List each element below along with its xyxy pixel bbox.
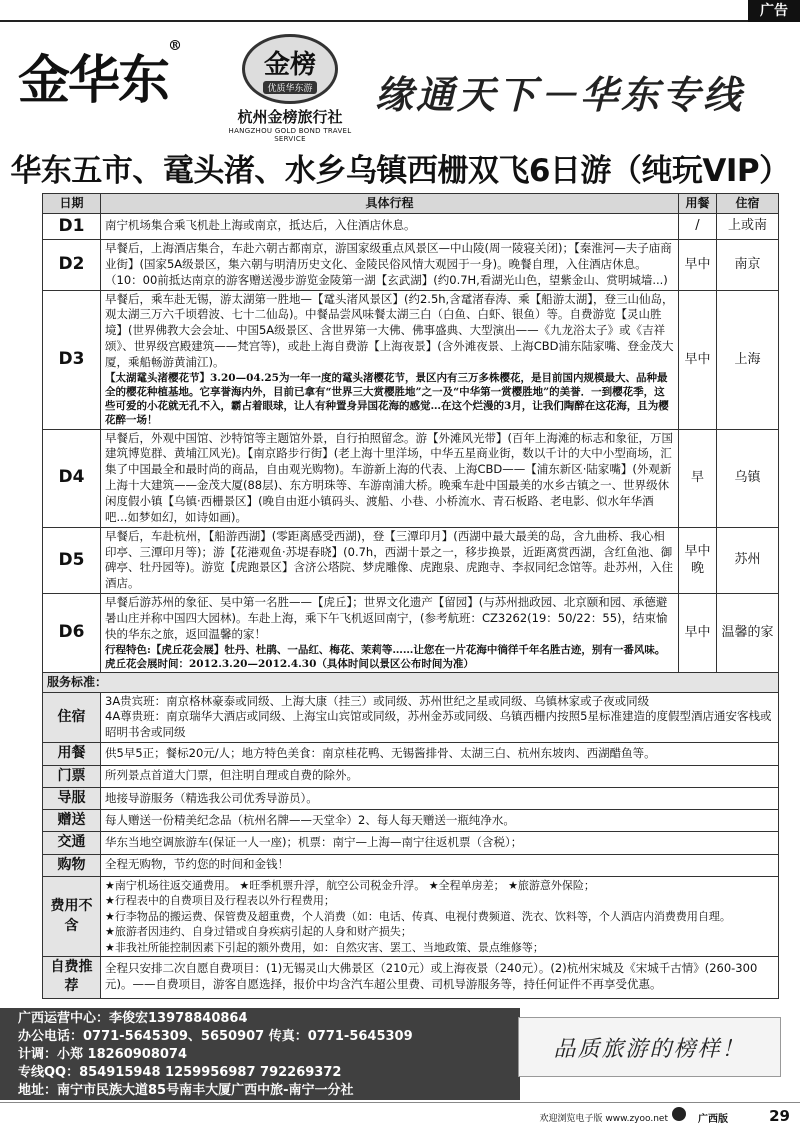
service-label: 自费推荐 (43, 957, 101, 999)
service-line: ★旅游者因违约、自身过错或自身疾病引起的人身和财产损失； (105, 925, 412, 939)
day-itinerary: 早餐后，乘车赴无锡，游太湖第一胜地—【鼋头渚风景区】(约2.5h,含鼋渚春涛、乘【船游太湖】，登三山仙岛，观太湖三万六千顷碧波、七十二仙岛)。中餐品尝风味餐太湖三白（白鱼、白虾、银鱼）等。自费游览【灵山胜境】(世界佛教大会会址、中国5A级景区、含世界第一大佛、佛事盛典、大型演出——《九龙浴太子》或《吉祥颂》、世界级宫殿建筑——梵宫等)，或赴上海自费游【上海夜景】(含外滩夜景、上海CBD浦东陆家嘴、登金茂大厦，乘船畅游黄浦江)。 (105, 291, 674, 370)
header-itinerary: 具体行程 (101, 194, 679, 214)
service-row (43, 743, 779, 765)
service-line: ★南宁机场往返交通费用。 ★旺季机票升浮，航空公司税金升浮。 ★全程单房差； ★旅游意外保险； (105, 879, 595, 893)
agency-emblem-text: 金榜 (263, 50, 316, 80)
contact-line: 办公电话：0771-5645309、5650907 传真：0771-5645309 (18, 1029, 413, 1044)
brand-logo (18, 38, 180, 113)
contact-line: 广西运营中心：李俊宏13978840864 (18, 1011, 248, 1026)
quality-badge: 品质旅游的榜样！ (518, 1017, 781, 1077)
day-meal: / (679, 213, 717, 239)
day-meal: 早中 (679, 240, 717, 291)
day-stay: 温馨的家 (717, 594, 779, 673)
service-row (43, 692, 779, 743)
footer-edition: 广西版 (698, 1114, 728, 1125)
table-row (43, 429, 779, 527)
day-stay: 上或南 (717, 213, 779, 239)
day-meal: 早中 (679, 290, 717, 429)
service-line: 供5早5正；餐标20元/人；地方特色美食：南京桂花鸭、无锡酱排骨、太湖三白、杭州东坡肉、西湖醋鱼等。 (101, 743, 779, 765)
day-stay: 乌镇 (717, 429, 779, 527)
table-row (43, 213, 779, 239)
service-row (43, 957, 779, 999)
day-stay: 南京 (717, 240, 779, 291)
day-itinerary-cell (101, 594, 679, 673)
footer (0, 1102, 800, 1127)
service-label: 购物 (43, 854, 101, 876)
day-stay: 苏州 (717, 527, 779, 593)
day-note: 行程特色:【虎丘花会展】牡丹、杜鹃、一品红、梅花、茉莉等……让您在一片花海中徜徉千年名胜古迹，别有一番风味。 虎丘花会展时间：2012.3.20—2012.4.30（具体时间以景区公布时间为准） (105, 643, 666, 670)
day-label: D6 (43, 594, 101, 673)
day-label: D3 (43, 290, 101, 429)
service-label: 住宿 (43, 692, 101, 743)
service-line: ★行程表中的自费项目及行程表以外行程费用； (105, 894, 335, 908)
service-label: 赠送 (43, 810, 101, 832)
service-line: 全程无购物，节约您的时间和金钱！ (101, 854, 779, 876)
service-line: 3A贵宾班：南京格林豪泰或同级、上海大康（挂三）或同级、苏州世纪之星或同级、乌镇林家或子夜或同级 (105, 693, 650, 708)
header-meal: 用餐 (679, 194, 717, 214)
service-title: 服务标准： (43, 673, 779, 693)
service-line: 每人赠送一份精美纪念品（杭州名牌——天堂伞）2、每人每天赠送一瓶纯净水。 (101, 810, 779, 832)
service-line: 华东当地空调旅游车(保证一人一座)；机票：南宁—上海—南宁往返机票（含税）； (101, 832, 779, 854)
service-content (101, 877, 779, 957)
service-row (43, 787, 779, 809)
itinerary-table (42, 193, 779, 999)
top-bar (0, 0, 800, 22)
registered-mark: ® (168, 38, 181, 54)
contact-line: 计调：小郑 18260908074 (18, 1047, 188, 1062)
logo-icon (672, 1107, 686, 1121)
day-itinerary: 早餐后，外观中国馆、沙特馆等主题馆外景，自行拍照留念。游【外滩风光带】(百年上海滩的标志和象征，万国建筑博览群、黄埔江风光)。【南京路步行街】(老上海十里洋场，中华五星商业街，数以千计的大中小型商场，汇集了中国最全和最时尚的商品，自由观光购物)。车游新上海的代表、上海CBD——【浦东新区·陆家嘴】(外观新上海十大建筑——金茂大厦(88层)、东方明珠等、车游南浦大桥。晚乘车赴中国最美的水乡古镇之一、世界级休闲度假小镇【乌镇·西栅景区】(晚自由逛小镇码头、渡船、小巷、小桥流水、青石板路、老电影、似水年华酒吧...如梦如幻，如诗如画)。 (101, 429, 679, 527)
contact-line: 地址：南宁市民族大道85号南丰大厦广西中旅-南宁一分社 (18, 1083, 354, 1098)
service-content (101, 692, 779, 743)
table-row (43, 290, 779, 429)
service-line: 所列景点首道大门票，但注明自理或自费的除外。 (101, 765, 779, 787)
day-note: 【太湖鼋头渚樱花节】3.20—04.25为一年一度的鼋头渚樱花节，景区内有三万多株樱花，是目前国内规模最大、品种最全的樱花种植基地。它享誉海内外，目前已拿有“世界三大赏樱胜地”之一及“中华第一赏樱胜地”的美誉．一到樱花季，这些可爱的小花就无孔不入，霸占着眼球，让人有种置身异国花海的感觉…在这个烂漫的3月，让我们陶醉在这花海，且为樱花醉一场！ (105, 371, 669, 427)
agency-motto: 优质华东游 (263, 81, 316, 94)
service-label: 用餐 (43, 743, 101, 765)
ad-tag: 广告 (748, 0, 800, 22)
day-itinerary: 早餐后，车赴杭州，【船游西湖】(零距离感受西湖)，登【三潭印月】(西湖中最大最美的岛，含九曲桥、我心相印亭、三潭印月等)；游【花港观鱼·苏堤春晓】(0.7h，西湖十景之一，移步换景，近距离赏西湖，含红鱼池、御碑亭、牡丹园等)。游览【虎跑景区】含济公塔院、梦虎雕像、虎跑泉、虎跑寺、李叔同纪念馆等。赴苏州，入住酒店。 (101, 527, 679, 593)
service-line: 地接导游服务（精选我公司优秀导游员）。 (101, 787, 779, 809)
service-row (43, 877, 779, 957)
header (0, 26, 800, 143)
day-label: D1 (43, 213, 101, 239)
day-stay: 上海 (717, 290, 779, 429)
day-label: D5 (43, 527, 101, 593)
agency-logo (215, 34, 365, 143)
page-number: 29 (769, 1107, 790, 1125)
table-row (43, 240, 779, 291)
service-line: 全程只安排二次自愿自费项目：(1)无锡灵山大佛景区（210元）或上海夜景（240元）。(2)杭州宋城及《宋城千古情》(260-300元)。——自费项目，游客自愿选择，报价中均含汽车超公里费、司机导游服务等，持任何证件不再享受优惠。 (101, 957, 779, 999)
table-row (43, 594, 779, 673)
service-title-row (43, 673, 779, 693)
table-row (43, 527, 779, 593)
service-row (43, 810, 779, 832)
service-label: 交通 (43, 832, 101, 854)
day-itinerary: 南宁机场集合乘飞机赴上海或南京，抵达后，入住酒店休息。 (101, 213, 679, 239)
day-meal: 早中 (679, 594, 717, 673)
service-label: 导服 (43, 787, 101, 809)
day-itinerary: 早餐后，上海酒店集合，车赴六朝古都南京，游国家级重点风景区—中山陵(周一陵寝关闭)；【秦淮河—夫子庙商业街】(国家5A级景区，集六朝与明清历史文化、金陵民俗风情大观园于一身)。晚餐自理，入住酒店休息。（10：00前抵达南京的游客赠送漫步游览金陵第一湖【玄武湖】(约0.7H,看湖光山色，望紫金山、赏明城墙...) (101, 240, 679, 291)
header-stay: 住宿 (717, 194, 779, 214)
agency-name-en: HANGZHOU GOLD BOND TRAVEL SERVICE (228, 127, 352, 143)
service-line: ★行李物品的搬运费、保管费及超重费，个人消费（如：电话、传真、电视付费频道、洗衣、饮料等，个人酒店内消费费用自理。 (105, 909, 731, 923)
agency-emblem (242, 34, 338, 104)
service-row (43, 765, 779, 787)
day-itinerary-cell (101, 290, 679, 429)
header-day: 日期 (43, 194, 101, 214)
agency-name: 杭州金榜旅行社 (237, 108, 343, 126)
day-meal: 早 (679, 429, 717, 527)
tour-title: 华东五市、鼋头渚、水乡乌镇西栅双飞6日游（纯玩VIP） (10, 153, 790, 189)
footer-site: 欢迎浏览电子版 www.zyoo.net (539, 1114, 668, 1124)
contact-line: 专线QQ：854915948 1259956987 792269372 (18, 1065, 342, 1080)
contact-block (0, 1008, 520, 1100)
day-itinerary: 早餐后游苏州的象征、吴中第一名胜——【虎丘】；世界文化遗产【留园】(与苏州拙政园、北京颐和园、承德避暑山庄并称中国四大园林)。车赴上海，乘下午飞机返回南宁，(参考航班：CZ3262(19：50/22：55)，结束愉快的华东之旅，返回温馨的家！ (105, 595, 668, 641)
table-header-row (43, 194, 779, 214)
day-label: D2 (43, 240, 101, 291)
slogan: 缘通天下－华东专线 (375, 72, 745, 117)
service-line: 4A尊贵班：南京瑞华大酒店或同级、上海宝山宾馆或同级，苏州金苏或同级、乌镇西栅内按照5星标准建造的度假型酒店通安客栈或昭明书舍或同级 (105, 709, 772, 740)
service-row (43, 854, 779, 876)
brand-name: 金华东 (18, 50, 169, 111)
service-row (43, 832, 779, 854)
day-meal: 早中晚 (679, 527, 717, 593)
service-label: 费用不含 (43, 877, 101, 957)
service-line: ★非我社所能控制因素下引起的额外费用，如：自然灾害、罢工、当地政策、景点维修等； (105, 940, 544, 954)
service-label: 门票 (43, 765, 101, 787)
day-label: D4 (43, 429, 101, 527)
